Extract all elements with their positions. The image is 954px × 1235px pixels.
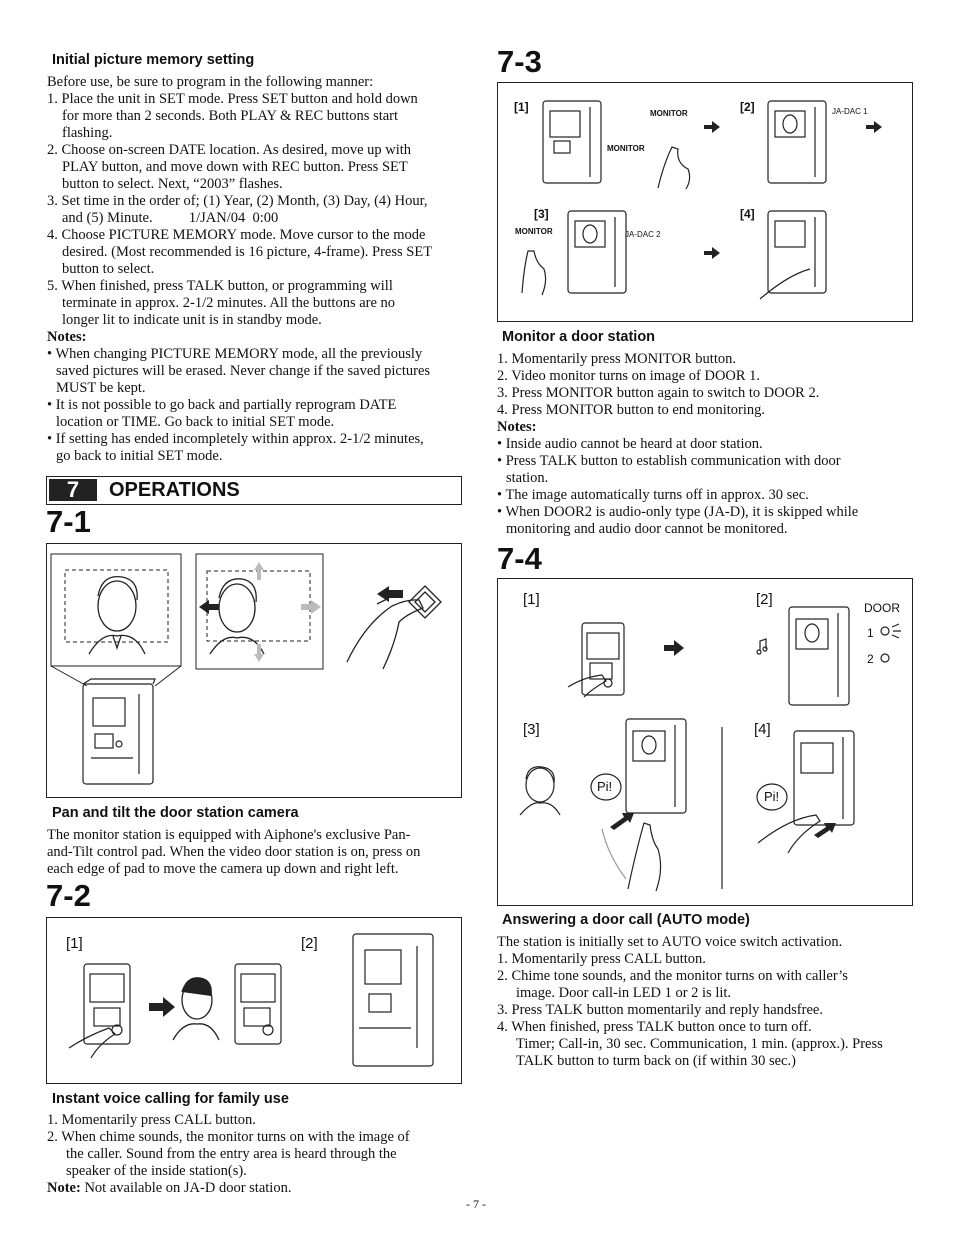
note-text: Not available on JA-D door station. xyxy=(80,1180,292,1196)
initial-setting-steps xyxy=(47,74,467,465)
heading-7-4: 7-4 xyxy=(497,541,542,576)
text-line: PLAY button, and move down with REC button. Press SET xyxy=(62,159,408,175)
figure-label: [2] xyxy=(756,591,773,608)
door-station-label: JA-DAC 1 xyxy=(832,107,868,116)
text-line: 1. Momentarily press CALL button. xyxy=(47,1112,256,1128)
heading-7-1: 7-1 xyxy=(46,504,91,539)
monitor-station-icon xyxy=(543,101,601,183)
note-label: Note: xyxy=(47,1180,81,1196)
operations-section-header xyxy=(46,476,462,505)
text-line: 2. Chime tone sounds, and the monitor turns on with caller’s xyxy=(497,968,848,984)
monitor-station-icon xyxy=(760,211,826,299)
text-line: terminate in approx. 2-1/2 minutes. All the buttons are no xyxy=(62,295,396,311)
chime-label: Pi! xyxy=(764,789,780,804)
led-lit-icon xyxy=(892,624,901,638)
text-line: and (5) Minute. 1/JAN/04 0:00 xyxy=(62,210,279,226)
text-line: • When DOOR2 is audio-only type (JA-D), it is skipped while xyxy=(497,504,859,520)
voice-calling-illustration xyxy=(47,918,460,1082)
door-label: DOOR xyxy=(864,601,900,615)
arrow-right-icon xyxy=(704,121,720,133)
text-line: 5. When finished, press TALK button, or programming will xyxy=(47,278,393,294)
text-line: 3. Press TALK button momentarily and reply handsfree. xyxy=(497,1002,823,1018)
figure-7-3 xyxy=(497,82,913,322)
hand-pressing-icon xyxy=(602,823,661,891)
answer-call-illustration xyxy=(498,579,911,904)
text-line: • Press TALK button to establish communication with door xyxy=(497,453,841,469)
chime-label: Pi! xyxy=(597,779,613,794)
figure-label: [2] xyxy=(301,935,318,952)
page-number: - 7 - xyxy=(466,1197,486,1211)
arrow-up-right-icon xyxy=(610,813,634,830)
arrow-up-icon xyxy=(254,562,264,580)
text-line: each edge of pad to move the camera up down and right left. xyxy=(47,861,399,877)
text-line: • Inside audio cannot be heard at door station. xyxy=(497,436,763,452)
figure-label: [3] xyxy=(523,721,540,738)
monitor-label: MONITOR xyxy=(650,109,688,118)
instant-voice-title: Instant voice calling for family use xyxy=(52,1091,289,1107)
text-line: monitoring and audio door cannot be monitored. xyxy=(506,521,788,537)
pan-tilt-illustration xyxy=(47,544,460,796)
section-number: 7 xyxy=(49,479,97,501)
initial-picture-memory-title: Initial picture memory setting xyxy=(52,52,255,68)
arrow-right-icon xyxy=(704,247,720,259)
text-line: speaker of the inside station(s). xyxy=(66,1163,247,1179)
monitor-station-icon xyxy=(789,607,849,705)
note-line xyxy=(47,1180,467,1197)
monitor-door-title: Monitor a door station xyxy=(502,329,656,345)
figure-label: [2] xyxy=(740,100,755,114)
text-line: Before use, be sure to program in the following manner: xyxy=(47,74,374,90)
figure-label: [4] xyxy=(754,721,771,738)
text-line: MUST be kept. xyxy=(56,380,146,396)
speech-bubble-icon xyxy=(591,774,621,800)
figure-7-4 xyxy=(497,578,913,906)
heading-7-3: 7-3 xyxy=(497,44,542,79)
section-title: OPERATIONS xyxy=(109,479,240,501)
text-line: Timer; Call-in, 30 sec. Communication, 1 min. (approx.). Press xyxy=(516,1036,883,1052)
figure-label: [1] xyxy=(523,591,540,608)
text-line: The station is initially set to AUTO voice switch activation. xyxy=(497,934,843,950)
arrow-right-icon xyxy=(664,640,684,656)
led-indicator-icon xyxy=(881,654,889,662)
monitor-station-icon xyxy=(83,679,155,784)
instant-voice-steps xyxy=(47,1112,467,1197)
monitor-station-icon xyxy=(794,731,854,825)
text-line: • The image automatically turns off in approx. 30 sec. xyxy=(497,487,809,503)
text-line: 4. When finished, press TALK button once to turn off. xyxy=(497,1019,812,1035)
text-line: 1. Momentarily press CALL button. xyxy=(497,951,706,967)
text-line: • If setting has ended incompletely within approx. 2-1/2 minutes, xyxy=(47,431,424,447)
figure-7-1 xyxy=(46,543,462,798)
text-line: image. Door call-in LED 1 or 2 is lit. xyxy=(516,985,732,1001)
text-line: TALK button to turm back on (if within 30 sec.) xyxy=(516,1053,796,1069)
person-face-icon xyxy=(210,579,264,654)
music-note-icon xyxy=(757,639,767,654)
door-number: 2 xyxy=(867,652,874,666)
text-line: desired. (Most recommended is 16 picture, 4-frame). Press SET xyxy=(62,244,433,260)
text-line: 1. Momentarily press MONITOR button. xyxy=(497,351,736,367)
person-face-icon xyxy=(173,978,219,1040)
figure-label: [1] xyxy=(514,100,529,114)
text-line: 2. Video monitor turns on image of DOOR 1. xyxy=(497,368,761,384)
hand-pressing-icon xyxy=(658,147,690,189)
text-line: • When changing PICTURE MEMORY mode, all the previously xyxy=(47,346,423,362)
arrow-down-icon xyxy=(254,644,264,662)
text-line: go back to initial SET mode. xyxy=(56,448,223,464)
hand-pressing-icon xyxy=(758,815,820,853)
text-line: longer lit to indicate unit is in standby mode. xyxy=(62,312,322,328)
pan-tilt-description xyxy=(47,827,467,878)
door-station-icon xyxy=(568,623,624,697)
arrow-right-icon xyxy=(866,121,882,133)
monitor-door-illustration xyxy=(498,83,911,320)
monitor-label: MONITOR xyxy=(515,227,553,236)
door-station-icon xyxy=(69,964,130,1058)
door-station-label: JA-DAC 2 xyxy=(625,230,661,239)
figure-label: [3] xyxy=(534,207,549,221)
answer-door-call-title: Answering a door call (AUTO mode) xyxy=(502,912,750,928)
text-line: • It is not possible to go back and partially reprogram DATE xyxy=(47,397,397,413)
monitor-door-steps xyxy=(497,351,917,538)
text-line: station. xyxy=(506,470,549,486)
text-line: 2. When chime sounds, the monitor turns on with the image of xyxy=(47,1129,410,1145)
monitor-station-icon xyxy=(626,719,686,813)
monitor-station-icon xyxy=(768,101,826,183)
notes-label: Notes: xyxy=(497,419,537,435)
text-line: 3. Set time in the order of; (1) Year, (2) Month, (3) Day, (4) Hour, xyxy=(47,193,428,209)
text-line: 4. Choose PICTURE MEMORY mode. Move cursor to the mode xyxy=(47,227,426,243)
speech-bubble-icon xyxy=(757,784,787,810)
door-station-icon xyxy=(235,964,281,1044)
led-indicator-icon xyxy=(881,627,889,635)
arrow-right-icon xyxy=(301,600,321,614)
text-line: flashing. xyxy=(62,125,113,141)
figure-label: [4] xyxy=(740,207,755,221)
hand-pressing-icon xyxy=(522,251,546,295)
monitor-label: MONITOR xyxy=(607,144,645,153)
arrow-left-icon xyxy=(377,586,403,602)
person-face-icon xyxy=(520,767,560,815)
text-line: button to select. Next, “2003” flashes. xyxy=(62,176,283,192)
text-line: location or TIME. Go back to initial SET mode. xyxy=(56,414,335,430)
arrow-left-icon xyxy=(199,600,219,614)
text-line: for more than 2 seconds. Both PLAY & REC buttons start xyxy=(62,108,399,124)
text-line: the caller. Sound from the entry area is heard through the xyxy=(66,1146,397,1162)
answer-door-call-steps xyxy=(497,934,917,1070)
hand-pressing-pad-icon xyxy=(347,586,441,669)
text-line: saved pictures will be erased. Never change if the saved pictures xyxy=(56,363,431,379)
monitor-station-icon xyxy=(568,211,626,293)
text-line: 1. Place the unit in SET mode. Press SET button and hold down xyxy=(47,91,418,107)
monitor-station-icon xyxy=(353,934,433,1066)
text-line: button to select. xyxy=(62,261,155,277)
pan-tilt-title: Pan and tilt the door station camera xyxy=(52,805,299,821)
text-line: 3. Press MONITOR button again to switch to DOOR 2. xyxy=(497,385,820,401)
text-line: and-Tilt control pad. When the video door station is on, press on xyxy=(47,844,421,860)
arrow-right-icon xyxy=(149,997,175,1017)
figure-label: [1] xyxy=(66,935,83,952)
text-line: 2. Choose on-screen DATE location. As desired, move up with xyxy=(47,142,412,158)
heading-7-2: 7-2 xyxy=(46,878,91,913)
notes-label: Notes: xyxy=(47,329,87,345)
text-line: The monitor station is equipped with Aiphone's exclusive Pan- xyxy=(47,827,411,843)
text-line: 4. Press MONITOR button to end monitoring. xyxy=(497,402,765,418)
figure-7-2 xyxy=(46,917,462,1084)
door-number: 1 xyxy=(867,626,874,640)
